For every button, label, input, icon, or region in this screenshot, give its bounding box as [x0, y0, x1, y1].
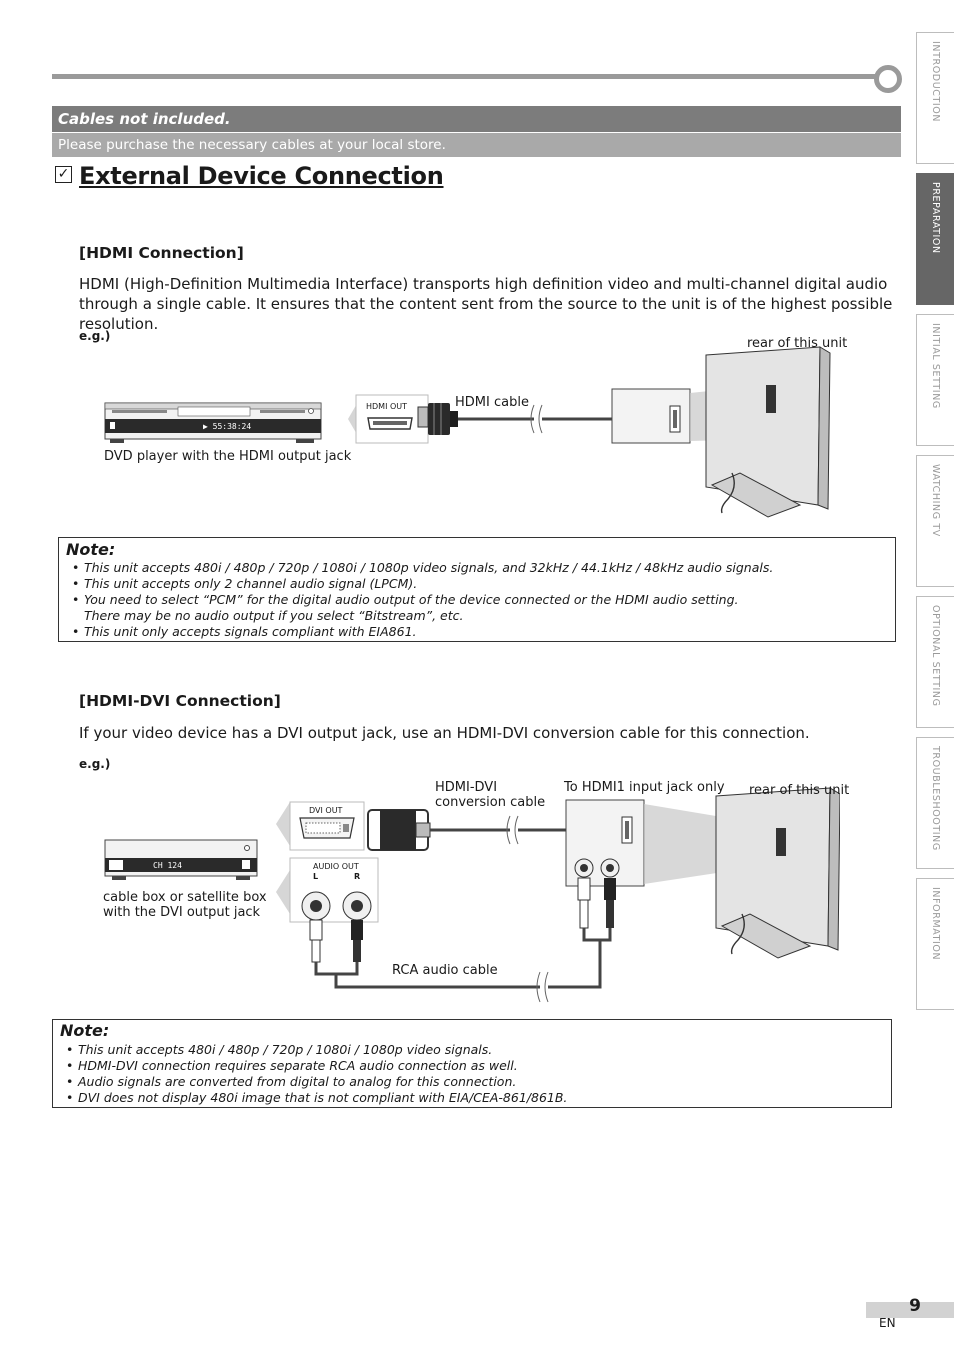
tab-information[interactable] [916, 878, 954, 1010]
hdmi-note-box [58, 537, 896, 642]
tv-rear-illustration [706, 347, 830, 517]
hdmi-diagram [100, 345, 840, 525]
dvi-heading: [HDMI-DVI Connection] [79, 692, 281, 710]
cables-notice-title: Cables not included. [52, 106, 901, 132]
tab-troubleshooting[interactable] [916, 737, 954, 869]
dvi-note-title: Note: [60, 1021, 110, 1040]
hdmi-note-item: • This unit only accepts signals compliant with EIA861. [67, 624, 887, 640]
hdmi-note-continuation: There may be no audio output if you select “Bitstream”, etc. [84, 608, 464, 623]
hdmi-cable-label: HDMI cable [455, 395, 529, 410]
dvi-body: If your video device has a DVI output jack, use an HDMI-DVI conversion cable for this connection. [79, 724, 810, 742]
cable-box-illustration [105, 840, 257, 880]
page-language: EN [879, 1316, 896, 1330]
cable-box-label-line1: cable box or satellite box [103, 890, 267, 905]
tv-rear-illustration [716, 788, 840, 958]
hdmi-note-item: • This unit accepts 480i / 480p / 720p / 1080i / 1080p video signals, and 32kHz / 44.1kHz / 48kHz audio signals. [67, 560, 887, 576]
tab-label: WATCHING TV [930, 464, 941, 537]
tab-preparation[interactable] [916, 173, 954, 305]
hdmi-heading: [HDMI Connection] [79, 244, 244, 262]
tab-label: OPTIONAL SETTING [930, 605, 941, 707]
hdmi1-input-label: To HDMI1 input jack only [564, 780, 725, 795]
hdmi-note-item [67, 592, 887, 624]
hdmi-note-item: • This unit accepts only 2 channel audio signal (LPCM). [67, 576, 887, 592]
page-number: 9 [909, 1296, 921, 1316]
hdmi-eg-label: e.g.) [79, 329, 111, 343]
dvi-out-label: DVI OUT [309, 806, 343, 815]
tab-label: PREPARATION [930, 182, 941, 254]
audio-l-label: L [313, 872, 319, 881]
dvi-plug [368, 810, 430, 850]
dvi-note-box [52, 1019, 892, 1108]
hdmi-body: HDMI (High-Definition Multimedia Interface) transports high definition video and multi-channel digital audio through a single cable. It ensures that the content sent from the source to the unit is of the highest possible resolution. [79, 275, 893, 333]
tab-label: INFORMATION [930, 887, 941, 961]
tab-label: INITIAL SETTING [930, 323, 941, 409]
dvi-eg-label: e.g.) [79, 757, 111, 771]
dvi-note-item: • DVI does not display 480i image that is not compliant with EIA/CEA-861/861B. [61, 1090, 881, 1106]
audio-out-label: AUDIO OUT [313, 862, 359, 871]
tab-introduction[interactable] [916, 32, 954, 164]
dvi-note-item: • Audio signals are converted from digital to analog for this connection. [61, 1074, 881, 1090]
cable-box-display: CH 124 [153, 861, 182, 870]
top-rule-circle [874, 65, 902, 93]
hdmi-note-text: You need to select “PCM” for the digital audio output of the device connected or the HDMI audio setting. [84, 592, 739, 607]
dvd-player-label: DVD player with the HDMI output jack [104, 449, 352, 464]
tab-initial-setting[interactable] [916, 314, 954, 446]
hdmi-note-list [67, 560, 887, 640]
page-title: External Device Connection [79, 162, 444, 190]
dvd-display: ▶ 55:38:24 [203, 422, 252, 431]
rca-cable-label: RCA audio cable [392, 963, 498, 978]
dvi-cable-label-line2: conversion cable [435, 795, 546, 810]
dvi-note-item: • This unit accepts 480i / 480p / 720p / 1080i / 1080p video signals. [61, 1042, 881, 1058]
hdmi-out-label: HDMI OUT [366, 402, 408, 411]
dvi-note-item: • HDMI-DVI connection requires separate RCA audio connection as well. [61, 1058, 881, 1074]
top-rule [52, 74, 880, 79]
cable-box-label-line2: with the DVI output jack [103, 905, 261, 920]
tab-label: TROUBLESHOOTING [930, 746, 941, 851]
tab-optional-setting[interactable] [916, 596, 954, 728]
hdmi-rear-label: rear of this unit [747, 336, 848, 351]
checkbox-icon: ✓ [55, 166, 72, 183]
cables-notice-text: Please purchase the necessary cables at your local store. [52, 133, 901, 157]
audio-r-label: R [354, 872, 361, 881]
hdmi-note-title: Note: [66, 540, 116, 559]
dvi-cable-label-line1: HDMI-DVI [435, 780, 498, 795]
tab-watching-tv[interactable] [916, 455, 954, 587]
dvi-note-list [61, 1042, 881, 1106]
tab-label: INTRODUCTION [930, 41, 941, 123]
dvi-rear-label: rear of this unit [749, 783, 850, 798]
